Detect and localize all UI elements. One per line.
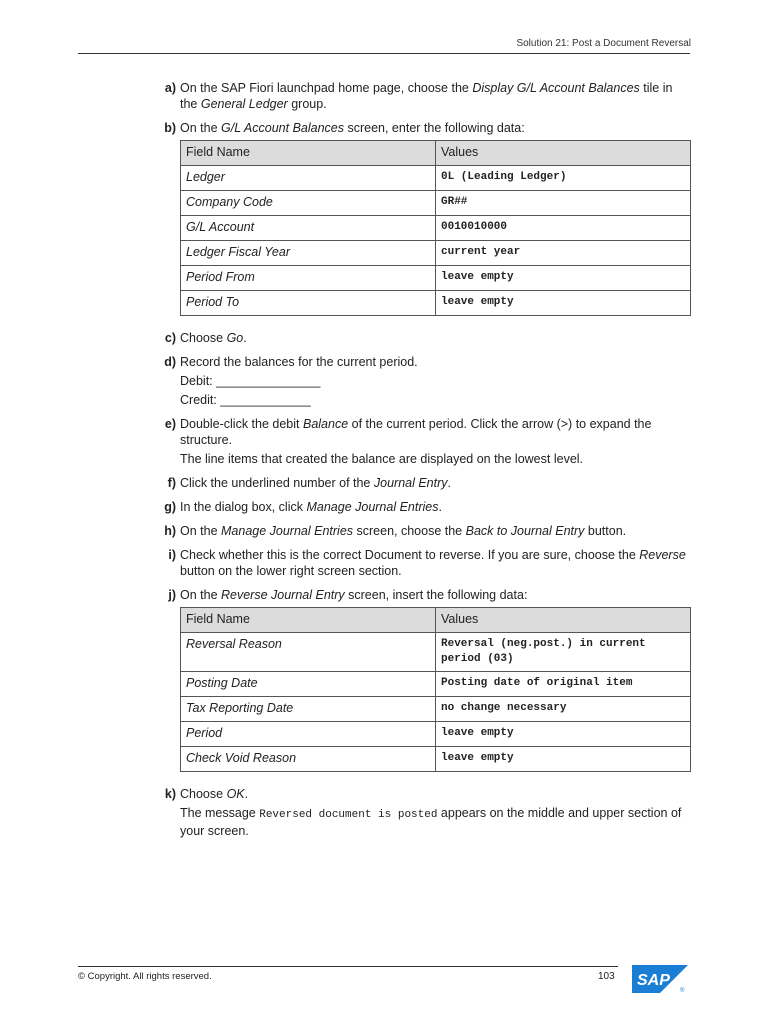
step-j: [130, 587, 690, 772]
step-i: [130, 547, 690, 579]
field-value: leave empty: [436, 722, 691, 747]
sap-logo: [632, 965, 688, 993]
step-label: k): [164, 787, 176, 801]
step-text: On the SAP Fiori launchpad home page, choose the: [180, 81, 473, 95]
tile-name: Display G/L Account Balances: [472, 81, 640, 95]
table-row: [181, 747, 691, 772]
field-name: Ledger Fiscal Year: [181, 241, 436, 266]
step-f: [130, 475, 690, 491]
field-name: Period To: [181, 291, 436, 316]
link-name: Manage Journal Entries: [306, 500, 439, 514]
field-name: Check Void Reason: [181, 747, 436, 772]
field-value: 0L (Leading Ledger): [436, 166, 691, 191]
step-text: screen, choose the: [353, 524, 466, 538]
column-header: Field Name: [181, 141, 436, 166]
button-name: Back to Journal Entry: [465, 524, 585, 538]
table-row: [181, 266, 691, 291]
step-label: c): [164, 331, 176, 345]
gl-balances-table: [180, 140, 691, 316]
table-row: [181, 633, 691, 672]
debit-line: Debit: _______________: [180, 374, 321, 388]
step-text: screen, enter the following data:: [344, 121, 525, 135]
step-d: [130, 354, 690, 408]
step-label: a): [164, 81, 176, 95]
field-value: no change necessary: [436, 697, 691, 722]
step-text: On the: [180, 588, 221, 602]
step-k: [130, 786, 690, 839]
table-header-row: [181, 141, 691, 166]
field-value: current year: [436, 241, 691, 266]
table-row: [181, 166, 691, 191]
step-h: [130, 523, 690, 539]
reverse-entry-table: [180, 607, 691, 772]
table-header-row: [181, 608, 691, 633]
step-b: [130, 120, 690, 316]
step-text: Record the balances for the current period.: [180, 355, 418, 369]
button-name: OK: [226, 787, 245, 801]
field-name: Reversal Reason: [181, 633, 436, 672]
button-name: Go: [226, 331, 244, 345]
table-row: [181, 191, 691, 216]
step-label: e): [164, 417, 176, 431]
table-row: [181, 241, 691, 266]
step-g: [130, 499, 690, 515]
step-a: [130, 80, 690, 112]
header-rule: [78, 53, 690, 54]
field-name: Company Code: [181, 191, 436, 216]
step-label: h): [164, 524, 176, 538]
step-text: Check whether this is the correct Document to reverse. If you are sure, choose the: [180, 548, 640, 562]
screen-name: G/L Account Balances: [221, 121, 344, 135]
step-c: [130, 330, 690, 346]
step-text: button.: [584, 524, 627, 538]
step-text: of the current period. Click the arrow (>) to expand the structure.: [180, 417, 652, 447]
step-text: group.: [287, 97, 327, 111]
solution-content: [130, 80, 690, 847]
svg-text:®: ®: [680, 988, 685, 993]
step-text: Click the underlined number of the: [180, 476, 374, 490]
table-row: [181, 291, 691, 316]
field-name: Period From: [181, 266, 436, 291]
field-name: G/L Account: [181, 216, 436, 241]
step-text: .: [243, 331, 247, 345]
field-value: Reversal (neg.post.) in current period (03): [436, 633, 691, 672]
field-name: Posting Date: [181, 672, 436, 697]
field-name: Ledger: [181, 166, 436, 191]
step-text: .: [244, 787, 249, 801]
table-row: [181, 722, 691, 747]
field-name: Journal Entry: [373, 476, 448, 490]
field-name: Tax Reporting Date: [181, 697, 436, 722]
field-value: leave empty: [436, 747, 691, 772]
svg-text:SAP: SAP: [637, 972, 670, 989]
field-value: leave empty: [436, 266, 691, 291]
copyright-text: © Copyright. All rights reserved.: [78, 971, 212, 982]
step-label: d): [164, 355, 176, 369]
credit-line: Credit: _____________: [180, 393, 311, 407]
step-text: The message: [180, 806, 260, 820]
field-value: 0010010000: [436, 216, 691, 241]
screen-name: Manage Journal Entries: [221, 524, 354, 538]
step-text: On the: [180, 121, 221, 135]
step-text: .: [447, 476, 452, 490]
step-text: Choose: [180, 331, 227, 345]
step-text: appears on the middle and upper section of your screen.: [180, 806, 682, 838]
step-label: i): [168, 548, 176, 562]
step-e: [130, 416, 690, 467]
step-text: tile in the: [180, 81, 673, 111]
button-name: Reverse: [639, 548, 686, 562]
step-label: j): [168, 588, 176, 602]
screen-name: Reverse Journal Entry: [221, 588, 345, 602]
table-row: [181, 672, 691, 697]
step-note: The line items that created the balance are displayed on the lowest level.: [180, 452, 584, 466]
step-text: Choose: [180, 787, 227, 801]
table-row: [181, 697, 691, 722]
step-text: button on the lower right screen section.: [180, 564, 402, 578]
column-name: Balance: [302, 417, 349, 431]
step-label: b): [164, 121, 176, 135]
step-text: .: [438, 500, 442, 514]
column-header: Values: [436, 141, 691, 166]
field-value: leave empty: [436, 291, 691, 316]
running-header-title: Solution 21: Post a Document Reversal: [516, 38, 691, 49]
page-number: 103: [598, 971, 615, 982]
system-message: Reversed document is posted: [259, 809, 438, 821]
step-text: Double-click the debit: [180, 417, 303, 431]
footer-rule: [78, 966, 618, 967]
step-text: In the dialog box, click: [180, 500, 307, 514]
step-text: On the: [180, 524, 221, 538]
field-name: Period: [181, 722, 436, 747]
field-value: GR##: [436, 191, 691, 216]
field-value: Posting date of original item: [436, 672, 691, 697]
column-header: Values: [436, 608, 691, 633]
step-text: screen, insert the following data:: [344, 588, 528, 602]
column-header: Field Name: [181, 608, 436, 633]
group-name: General Ledger: [200, 97, 288, 111]
table-row: [181, 216, 691, 241]
step-label: g): [164, 500, 176, 514]
step-label: f): [167, 476, 176, 490]
